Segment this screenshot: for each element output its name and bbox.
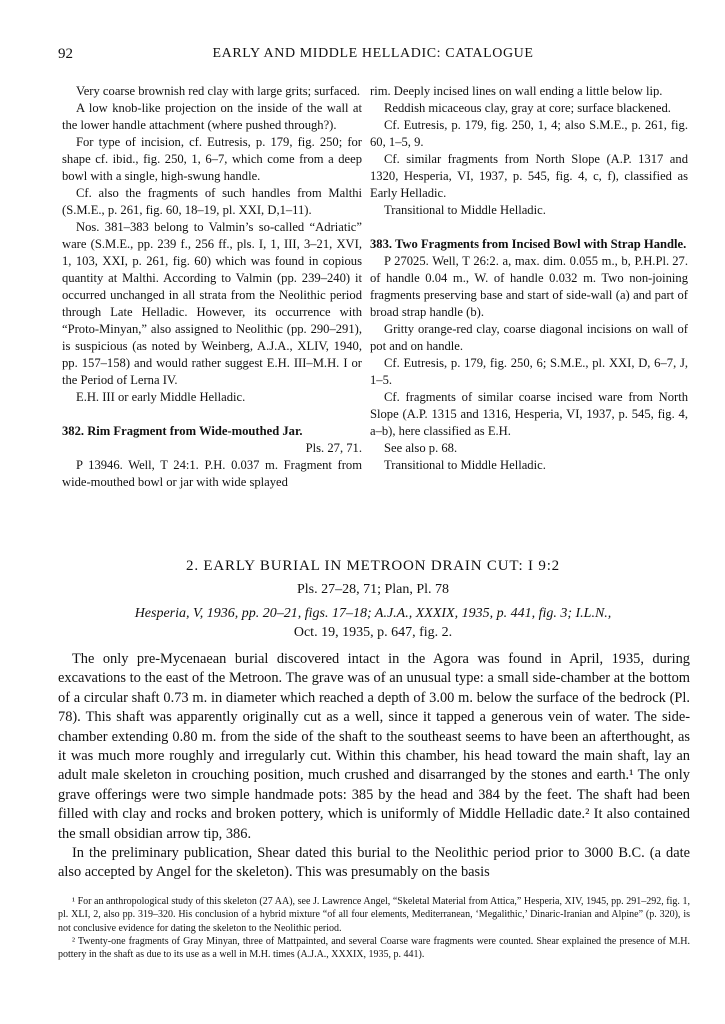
- catalogue-entry-plates: [62, 440, 362, 457]
- spacer: [370, 219, 688, 236]
- paragraph: A low knob-like projection on the inside of the wall at the lower handle attachment (where pushed through?).: [62, 101, 362, 132]
- footnotes: [58, 895, 690, 961]
- catalogue-entry-heading: [370, 236, 688, 268]
- catalogue-entry-heading: [62, 423, 362, 440]
- section-references: [58, 604, 688, 642]
- paragraph: Cf. similar fragments from North Slope (A.P. 1317 and 1320, Hesperia, VI, 1937, p. 545, fig. 4, c, f), classified as Early Helladic.: [370, 152, 688, 200]
- spacer: [62, 406, 362, 423]
- paragraph: Cf. Eutresis, p. 179, fig. 250, 1, 4; also S.M.E., p. 261, fig. 60, 1–5, 9.: [370, 118, 688, 149]
- entry-plates: Pls. 27, 71.: [305, 441, 362, 455]
- paragraph: Transitional to Middle Helladic.: [384, 458, 546, 472]
- entry-description: P 13946. Well, T 24:1. P.H. 0.037 m. Fragment from wide-mouthed bowl or jar with wide splayed: [62, 458, 362, 489]
- paragraph: Reddish micaceous clay, gray at core; surface blackened.: [384, 101, 671, 115]
- running-title: EARLY AND MIDDLE HELLADIC: CATALOGUE: [212, 46, 534, 61]
- footnote: ² Twenty-one fragments of Gray Minyan, three of Mattpainted, and several Coarse ware fragments were counted. Shear explained the presence of M.H. pottery in the shaft as due to its use as a well in M.H. times (A.J.A., XXXIX, 1935, p. 441).: [58, 935, 690, 961]
- paragraph: Cf. fragments of similar coarse incised ware from North Slope (A.P. 1315 and 1316, Hesperia, VI, 1937, p. 545, fig. 4, a–b), here classified as E.H.: [370, 390, 688, 438]
- running-header: [58, 46, 688, 68]
- references-line: Oct. 19, 1935, p. 647, fig. 2.: [293, 625, 453, 640]
- entry-title: 382. Rim Fragment from Wide-mouthed Jar.: [62, 424, 303, 438]
- body-text: [58, 650, 690, 883]
- entry-description: P 27025. Well, T 26:2. a, max. dim. 0.055 m., b, P.H. of handle 0.04 m., W. of handle 0.032 m. Two non-joining fragments preserving base and start of side-wall (a) and part of broad strap handle (b).: [370, 254, 688, 319]
- left-column: [62, 83, 362, 491]
- footnote: ¹ For an anthropological study of this skeleton (27 AA), see J. Lawrence Angel, “Skeletal Material from Attica,” Hesperia, XIV, 1945, pp. 291–292, fig. 1, pl. XLI, 2, also pp. 319–320. His conclusion of a hybrid mixture “of all four elements, Mediterranean, ‘Megalithic,’ Dinaric-Iranian and Alpine” (p. 320), is not conclusive evidence for dating the skeleton to the Neolithic period.: [58, 896, 690, 934]
- paragraph: Gritty orange-red clay, coarse diagonal incisions on wall of pot and on handle.: [370, 322, 688, 353]
- paragraph: Nos. 381–383 belong to Valmin’s so-called “Adriatic” ware (S.M.E., pp. 239 f., 256 ff., pls. I, 1, III, 3–21, XVI, 1, 103, XXI, p. 261, fig. 60) which was found in copious quantity at Malthi. According to Valmin (pp. 239–240) it occurred unchanged in all strata from the Neolithic period through Late Helladic. However, its occurrence with “Proto-Minyan,” also assigned to Neolithic (pp. 290–291), is suspicious (as noted by Weinberg, A.J.A., XLIV, 1940, pp. 157–158) and would rather suggest E.H. III–M.H. I or the Period of Lerna IV.: [62, 220, 362, 387]
- section-plates: Pls. 27–28, 71; Plan, Pl. 78: [296, 582, 450, 597]
- references-line: Hesperia, V, 1936, pp. 20–21, figs. 17–18; A.J.A., XXXIX, 1935, p. 441, fig. 3; I.L.N.,: [134, 606, 612, 621]
- paragraph: Cf. Eutresis, p. 179, fig. 250, 6; S.M.E., pl. XXI, D, 6–7, J, 1–5.: [370, 356, 688, 387]
- paragraph: Transitional to Middle Helladic.: [384, 203, 546, 217]
- paragraph: For type of incision, cf. Eutresis, p. 179, fig. 250; for shape cf. ibid., fig. 250, 1, 6–7, which come from a deep bowl with a single, high-swung handle.: [62, 135, 362, 183]
- entry-title: 383. Two Fragments from Incised Bowl with Strap Handle.: [370, 237, 687, 251]
- section-title: 2. EARLY BURIAL IN METROON DRAIN CUT: I 9:2: [186, 558, 560, 574]
- entry-plates: Pl. 27.: [655, 254, 688, 268]
- paragraph: rim. Deeply incised lines on wall ending a little below lip.: [370, 84, 663, 98]
- paragraph: E.H. III or early Middle Helladic.: [76, 390, 246, 404]
- body-paragraph: The only pre-Mycenaean burial discovered intact in the Agora was found in April, 1935, during excavations to the east of the Metroon. The grave was of an unusual type: a small side-chamber at the bottom of a circular shaft 0.73 m. in diameter which reached a depth of 3.00 m. below the surface of the bedrock (Pl. 78). This shaft was apparently originally cut as a well, since it tapped a generous vein of water. The side-chamber extending 0.80 m. from the side of the shaft to the southeast seems to have been an afterthought, as it was much more roughly and irregularly cut. Within this chamber, his head toward the main shaft, lay an adult male skeleton in crouching position, much crushed and disarranged by the stones and earth.¹ The only grave offerings were two simple handmade pots: 385 by the head and 384 by the feet. The shaft had been filled with clay and rocks and broken pottery, which is uniformly of Middle Helladic date.² It also contained the small obsidian arrow tip, 386.: [58, 651, 690, 842]
- body-paragraph: In the preliminary publication, Shear dated this burial to the Neolithic period prior to 3000 B.C. (a date also accepted by Angel for the skeleton). This was presumably on the basis: [58, 845, 690, 881]
- paragraph: Cf. also the fragments of such handles from Malthi (S.M.E., p. 261, fig. 60, 18–19, pl. XXI, D,1–11).: [62, 186, 362, 217]
- page-number: 92: [58, 46, 73, 62]
- right-column: [370, 83, 688, 474]
- paragraph: Very coarse brownish red clay with large grits; surfaced.: [76, 84, 361, 98]
- paragraph: See also p. 68.: [384, 441, 458, 455]
